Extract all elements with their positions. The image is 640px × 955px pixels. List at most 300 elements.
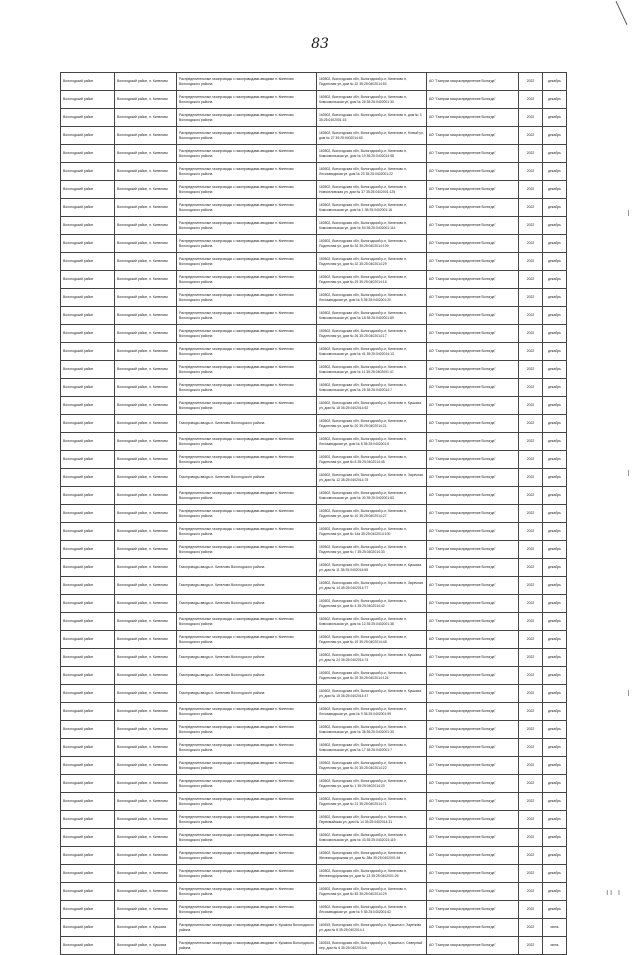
object-cell: Распределительные газопроводы с газопроводами-вводами п. Кипелово Вологодского района <box>177 847 317 865</box>
month-cell: декабрь <box>543 289 567 307</box>
table-row <box>61 109 567 127</box>
table-row <box>61 613 567 631</box>
address-cell: 160502, Вологодская обл, Вологодский р-н, Кипелово п, Заречная ул, дом № 14 35:25:0402014:77 <box>317 577 427 595</box>
owner-cell: АО "Газпром газораспределение Вологда" <box>427 163 519 181</box>
settlement-cell: Вологодский район, п. Кипелово <box>115 631 177 649</box>
year-cell: 2022 <box>519 163 543 181</box>
table-row <box>61 829 567 847</box>
owner-cell: АО "Газпром газораспределение Вологда" <box>427 145 519 163</box>
month-cell: декабрь <box>543 775 567 793</box>
owner-cell: АО "Газпром газораспределение Вологда" <box>427 109 519 127</box>
district-cell: Вологодский район <box>61 325 115 343</box>
address-cell: 160502, Вологодская обл, Вологодский р-н, Кипелово п, Заречная ул, дом № 12 35:25:0402014:75 <box>317 469 427 487</box>
address-cell: 160502, Вологодская обл, Вологодский р-н, Кипелово п, Первомайская ул, дом № 14 35:25:0402014:31 <box>317 811 427 829</box>
address-cell: 160502, Вологодская обл, Вологодский р-н, Кипелово п, Комсомольская ул, дом № 1 35:25:0402001:16 <box>317 199 427 217</box>
month-cell: декабрь <box>543 487 567 505</box>
owner-cell: АО "Газпром газораспределение Вологда" <box>427 829 519 847</box>
owner-cell: АО "Газпром газораспределение Вологда" <box>427 307 519 325</box>
owner-cell: АО "Газпром газораспределение Вологда" <box>427 361 519 379</box>
year-cell: 2022 <box>519 505 543 523</box>
table-row <box>61 793 567 811</box>
district-cell: Вологодский район <box>61 91 115 109</box>
district-cell: Вологодский район <box>61 343 115 361</box>
year-cell: 2022 <box>519 577 543 595</box>
month-cell: декабрь <box>543 397 567 415</box>
year-cell: 2022 <box>519 703 543 721</box>
object-cell: Распределительные газопроводы с газопроводами-вводами п. Кипелово Вологодского района <box>177 721 317 739</box>
district-cell: Вологодский район <box>61 73 115 91</box>
address-cell: 160502, Вологодская обл, Вологодский р-н, Кипелово п, Комсомольская ул, дом № 43 35:25:0402014:119 <box>317 829 427 847</box>
month-cell: декабрь <box>543 361 567 379</box>
object-cell: Распределительные газопроводы с газопроводами-вводами п. Кипелово Вологодского района <box>177 397 317 415</box>
settlement-cell: Вологодский район, п. Кипелово <box>115 811 177 829</box>
month-cell: декабрь <box>543 253 567 271</box>
table-row <box>61 289 567 307</box>
month-cell: декабрь <box>543 523 567 541</box>
table-row <box>61 433 567 451</box>
owner-cell: АО "Газпром газораспределение Вологда" <box>427 73 519 91</box>
table-row <box>61 649 567 667</box>
table-row <box>61 127 567 145</box>
month-cell: декабрь <box>543 109 567 127</box>
district-cell: Вологодский район <box>61 541 115 559</box>
address-cell: 160502, Вологодская обл, Вологодский р-н, Кипелово п, Подлесная ул, дом № 21 35:25:0402014:71 <box>317 793 427 811</box>
address-cell: 160502, Вологодская обл, Вологодский р-н, Кипелово п, Подлесная ул, дом № 45 35:25:0402014:29 <box>317 883 427 901</box>
year-cell: 2022 <box>519 739 543 757</box>
object-cell: Газопроводы-вводы п. Кипелово Вологодского района <box>177 595 317 613</box>
year-cell: 2022 <box>519 415 543 433</box>
district-cell: Вологодский район <box>61 649 115 667</box>
year-cell: 2022 <box>519 433 543 451</box>
table-row <box>61 901 567 919</box>
year-cell: 2022 <box>519 721 543 739</box>
year-cell: 2022 <box>519 181 543 199</box>
month-cell: декабрь <box>543 469 567 487</box>
district-cell: Вологодский район <box>61 397 115 415</box>
owner-cell: АО "Газпром газораспределение Вологда" <box>427 181 519 199</box>
district-cell: Вологодский район <box>61 793 115 811</box>
settlement-cell: Вологодский район, п. Кипелово <box>115 685 177 703</box>
object-cell: Распределительные газопроводы с газопроводами-вводами п. Кипелово Вологодского района <box>177 163 317 181</box>
object-cell: Распределительные газопроводы с газопроводами-вводами п. Кипелово Вологодского района <box>177 253 317 271</box>
owner-cell: АО "Газпром газораспределение Вологда" <box>427 325 519 343</box>
month-cell: декабрь <box>543 271 567 289</box>
district-cell: Вологодский район <box>61 469 115 487</box>
table-row <box>61 775 567 793</box>
owner-cell: АО "Газпром газораспределение Вологда" <box>427 379 519 397</box>
object-cell: Распределительные газопроводы с газопроводами-вводами п. Кипелово Вологодского района <box>177 181 317 199</box>
year-cell: 2022 <box>519 235 543 253</box>
district-cell: Вологодский район <box>61 919 115 937</box>
table-row <box>61 631 567 649</box>
table-row <box>61 397 567 415</box>
address-cell: 160502, Вологодская обл, Вологодский р-н, Кипелово п, Комсомольская ул, дом № 11 35:25:0402001:47 <box>317 361 427 379</box>
object-cell: Распределительные газопроводы с газопроводами-вводами п. Кипелово Вологодского района <box>177 451 317 469</box>
year-cell: 2022 <box>519 793 543 811</box>
object-cell: Газопроводы-вводы п. Кипелово Вологодского района <box>177 559 317 577</box>
month-cell: декабрь <box>543 901 567 919</box>
district-cell: Вологодский район <box>61 163 115 181</box>
month-cell: декабрь <box>543 163 567 181</box>
owner-cell: АО "Газпром газораспределение Вологда" <box>427 631 519 649</box>
month-cell: декабрь <box>543 595 567 613</box>
month-cell: декабрь <box>543 721 567 739</box>
year-cell: 2022 <box>519 865 543 883</box>
object-cell: Распределительные газопроводы с газопроводами-вводами п. Кипелово Вологодского района <box>177 811 317 829</box>
owner-cell: АО "Газпром газораспределение Вологда" <box>427 919 519 937</box>
scan-margin-mark <box>628 470 629 476</box>
year-cell: 2022 <box>519 883 543 901</box>
year-cell: 2022 <box>519 829 543 847</box>
district-cell: Вологодский район <box>61 721 115 739</box>
month-cell: декабрь <box>543 883 567 901</box>
address-cell: 160502, Вологодская обл, Вологодский р-н, Кипелово п, Подлесная ул, дом № 29 35:25:0402014:16 <box>317 271 427 289</box>
address-cell: 160502, Вологодская обл, Вологодский р-н, Кипелово п, Лесозаводская ул, дом № 9 35:25:0402001:99 <box>317 703 427 721</box>
year-cell: 2022 <box>519 775 543 793</box>
settlement-cell: Вологодский район, п. Кипелово <box>115 757 177 775</box>
object-cell: Распределительные газопроводы с газопроводами-вводами п. Кипелово Вологодского района <box>177 217 317 235</box>
settlement-cell: Вологодский район, п. Кипелово <box>115 775 177 793</box>
settlement-cell: Вологодский район, п. Кипелово <box>115 235 177 253</box>
object-cell: Распределительные газопроводы с газопроводами-вводами п. Кипелово Вологодского района <box>177 73 317 91</box>
district-cell: Вологодский район <box>61 937 115 955</box>
address-cell: 160502, Вологодская обл, Вологодский р-н, Кипелово п, Подлесная ул, дом № 1 35:25:0402014:20 <box>317 775 427 793</box>
settlement-cell: Вологодский район, п. Кипелово <box>115 739 177 757</box>
district-cell: Вологодский район <box>61 703 115 721</box>
table-row <box>61 577 567 595</box>
year-cell: 2022 <box>519 937 543 955</box>
settlement-cell: Вологодский район, п. Кипелово <box>115 667 177 685</box>
month-cell: декабрь <box>543 865 567 883</box>
table-row <box>61 469 567 487</box>
table-row <box>61 721 567 739</box>
district-cell: Вологодский район <box>61 253 115 271</box>
month-cell: декабрь <box>543 505 567 523</box>
district-cell: Вологодский район <box>61 307 115 325</box>
table-row <box>61 487 567 505</box>
address-cell: 160502, Вологодская обл, Вологодский р-н, Кипелово п, Подлесная ул, дом № 32 35:25:0402014:29 <box>317 253 427 271</box>
address-cell: 160502, Вологодская обл, Вологодский р-н, Кипелово п, Комсомольская ул, дом № 30 35:25:0402001:83 <box>317 487 427 505</box>
owner-cell: АО "Газпром газораспределение Вологда" <box>427 937 519 955</box>
month-cell: декабрь <box>543 415 567 433</box>
settlement-cell: Вологодский район, п. Кипелово <box>115 271 177 289</box>
object-cell: Распределительные газопроводы с газопроводами-вводами п. Кипелово Вологодского района <box>177 757 317 775</box>
table-row <box>61 325 567 343</box>
district-cell: Вологодский район <box>61 451 115 469</box>
settlement-cell: Вологодский район, п. Кипелово <box>115 127 177 145</box>
year-cell: 2022 <box>519 631 543 649</box>
district-cell: Вологодский район <box>61 739 115 757</box>
address-cell: 160502, Вологодская обл, Вологодский р-н, Кипелово п, Комсомольская ул, дом № 41 35:25:0402014:13 <box>317 343 427 361</box>
month-cell: декабрь <box>543 559 567 577</box>
object-cell: Распределительные газопроводы с газопроводами-вводами п. Кипелово Вологодского района <box>177 109 317 127</box>
owner-cell: АО "Газпром газораспределение Вологда" <box>427 523 519 541</box>
page-number: 83 <box>311 36 329 52</box>
owner-cell: АО "Газпром газораспределение Вологда" <box>427 595 519 613</box>
object-cell: Газопроводы-вводы п. Кипелово Вологодского района <box>177 415 317 433</box>
table-row <box>61 73 567 91</box>
month-cell: декабрь <box>543 793 567 811</box>
address-cell: 160502, Вологодская обл, Вологодский р-н, Кипелово п, Подлесная ул, дом № 4 35:25:0402014:42 <box>317 595 427 613</box>
owner-cell: АО "Газпром газораспределение Вологда" <box>427 847 519 865</box>
address-cell: 160502, Вологодская обл, Вологодский р-н, Кипелово п, Комсомольская ул, дом № 12 35:25:0402001:38 <box>317 613 427 631</box>
object-cell: Распределительные газопроводы с газопроводами-вводами п. Кукшиха Вологодского района <box>177 937 317 955</box>
table-row <box>61 271 567 289</box>
owner-cell: АО "Газпром газораспределение Вологда" <box>427 613 519 631</box>
month-cell: декабрь <box>543 91 567 109</box>
settlement-cell: Вологодский район, п. Кипелово <box>115 649 177 667</box>
settlement-cell: Вологодский район, п. Кипелово <box>115 487 177 505</box>
table-row <box>61 163 567 181</box>
settlement-cell: Вологодский район, п. Кипелово <box>115 469 177 487</box>
settlement-cell: Вологодский район, п. Кипелово <box>115 307 177 325</box>
object-cell: Газопроводы-вводы п. Кипелово Вологодского района <box>177 667 317 685</box>
table-row <box>61 415 567 433</box>
table-row <box>61 199 567 217</box>
settlement-cell: Вологодский район, п. Кипелово <box>115 253 177 271</box>
settlement-cell: Вологодский район, п. Кипелово <box>115 613 177 631</box>
table-row <box>61 703 567 721</box>
object-cell: Распределительные газопроводы с газопроводами-вводами п. Кипелово Вологодского района <box>177 541 317 559</box>
month-cell: декабрь <box>543 577 567 595</box>
month-cell: декабрь <box>543 127 567 145</box>
owner-cell: АО "Газпром газораспределение Вологда" <box>427 271 519 289</box>
object-cell: Газопроводы-вводы п. Кипелово Вологодского района <box>177 577 317 595</box>
address-cell: 160502, Вологодская обл, Вологодский р-н, Кипелово п, Подлесная ул, дом № 8 35:25:0402014:45 <box>317 451 427 469</box>
address-cell: 160502, Вологодская обл, Вологодский р-н, Кипелово п, Лесозаводская ул, дом № 9 35:25:0402001:62 <box>317 901 427 919</box>
year-cell: 2022 <box>519 487 543 505</box>
month-cell: декабрь <box>543 145 567 163</box>
year-cell: 2022 <box>519 757 543 775</box>
district-cell: Вологодский район <box>61 775 115 793</box>
district-cell: Вологодский район <box>61 631 115 649</box>
registry-body <box>61 73 567 955</box>
address-cell: 160515, Вологодская обл, Вологодский р-н, Кукшиха п, Заречная ул, дом № 8 35:25:0402014:1 <box>317 919 427 937</box>
object-cell: Распределительные газопроводы с газопроводами-вводами п. Кипелово Вологодского района <box>177 307 317 325</box>
owner-cell: АО "Газпром газораспределение Вологда" <box>427 415 519 433</box>
table-row <box>61 883 567 901</box>
settlement-cell: Вологодский район, п. Кипелово <box>115 433 177 451</box>
owner-cell: АО "Газпром газораспределение Вологда" <box>427 433 519 451</box>
owner-cell: АО "Газпром газораспределение Вологда" <box>427 793 519 811</box>
owner-cell: АО "Газпром газораспределение Вологда" <box>427 703 519 721</box>
address-cell: 160502, Вологодская обл, Вологодский р-н, Кипелово п, Комсомольская ул, дом № 38 35:25:0402001:30 <box>317 721 427 739</box>
year-cell: 2022 <box>519 901 543 919</box>
address-cell: 160502, Вологодская обл, Вологодский р-н, Кипелово п, Комсомольская ул, дом № 26 35:25:0402001:30 <box>317 91 427 109</box>
settlement-cell: Вологодский район, п. Кипелово <box>115 883 177 901</box>
object-cell: Распределительные газопроводы с газопроводами-вводами п. Кипелово Вологодского района <box>177 361 317 379</box>
district-cell: Вологодский район <box>61 181 115 199</box>
table-row <box>61 757 567 775</box>
district-cell: Вологодский район <box>61 271 115 289</box>
owner-cell: АО "Газпром газораспределение Вологда" <box>427 811 519 829</box>
table-row <box>61 847 567 865</box>
address-cell: 160502, Вологодская обл, Вологодский р-н, Кипелово п, Подлесная ул, дом № 10 35:25:0402014:27 <box>317 505 427 523</box>
table-row <box>61 523 567 541</box>
object-cell: Распределительные газопроводы с газопроводами-вводами п. Кипелово Вологодского района <box>177 91 317 109</box>
address-cell: 160502, Вологодская обл, Вологодский р-н, Кипелово п, Подлесная ул, дом № 26 35:25:0402014:17 <box>317 325 427 343</box>
month-cell: июнь <box>543 937 567 955</box>
owner-cell: АО "Газпром газораспределение Вологда" <box>427 667 519 685</box>
district-cell: Вологодский район <box>61 145 115 163</box>
bottom-marks: II I <box>606 890 622 897</box>
month-cell: декабрь <box>543 649 567 667</box>
year-cell: 2022 <box>519 253 543 271</box>
object-cell: Распределительные газопроводы с газопроводами-вводами п. Кипелово Вологодского района <box>177 199 317 217</box>
district-cell: Вологодский район <box>61 361 115 379</box>
month-cell: декабрь <box>543 325 567 343</box>
year-cell: 2022 <box>519 307 543 325</box>
month-cell: декабрь <box>543 685 567 703</box>
owner-cell: АО "Газпром газораспределение Вологда" <box>427 901 519 919</box>
district-cell: Вологодский район <box>61 901 115 919</box>
table-row <box>61 595 567 613</box>
settlement-cell: Вологодский район, п. Кукшиха <box>115 937 177 955</box>
owner-cell: АО "Газпром газораспределение Вологда" <box>427 343 519 361</box>
owner-cell: АО "Газпром газораспределение Вологда" <box>427 235 519 253</box>
district-cell: Вологодский район <box>61 127 115 145</box>
table-row <box>61 937 567 955</box>
address-cell: 160502, Вологодская обл, Вологодский р-н, Кипелово п, Кукшиха ул, дом № 11 35:25:0402014:65 <box>317 559 427 577</box>
settlement-cell: Вологодский район, п. Кипелово <box>115 847 177 865</box>
address-cell: 160502, Вологодская обл, Вологодский р-н, Кипелово п, Подлесная ул, дом № 34 35:25:0402014:109 <box>317 235 427 253</box>
table-row <box>61 451 567 469</box>
table-row <box>61 919 567 937</box>
month-cell: декабрь <box>543 739 567 757</box>
owner-cell: АО "Газпром газораспределение Вологда" <box>427 577 519 595</box>
settlement-cell: Вологодский район, п. Кипелово <box>115 397 177 415</box>
year-cell: 2022 <box>519 595 543 613</box>
settlement-cell: Вологодский район, п. Кипелово <box>115 163 177 181</box>
address-cell: 160502, Вологодская обл, Вологодский р-н, Кипелово п, Кукшиха ул, дом № 24 35:25:0402014:74 <box>317 649 427 667</box>
address-cell: 160502, Вологодская обл, Вологодский р-н, Кипелово п, Новоселовская ул, дом № 37 35:25:0402001:125 <box>317 181 427 199</box>
object-cell: Распределительные газопроводы с газопроводами-вводами п. Кипелово Вологодского района <box>177 145 317 163</box>
year-cell: 2022 <box>519 109 543 127</box>
object-cell: Газопроводы-вводы п. Кипелово Вологодского района <box>177 685 317 703</box>
table-row <box>61 541 567 559</box>
object-cell: Распределительные газопроводы с газопроводами-вводами п. Кипелово Вологодского района <box>177 325 317 343</box>
owner-cell: АО "Газпром газораспределение Вологда" <box>427 397 519 415</box>
owner-cell: АО "Газпром газораспределение Вологда" <box>427 757 519 775</box>
object-cell: Распределительные газопроводы с газопроводами-вводами п. Кипелово Вологодского района <box>177 505 317 523</box>
settlement-cell: Вологодский район, п. Кипелово <box>115 577 177 595</box>
object-cell: Распределительные газопроводы с газопроводами-вводами п. Кипелово Вологодского района <box>177 127 317 145</box>
scan-margin-mark <box>628 210 629 216</box>
owner-cell: АО "Газпром газораспределение Вологда" <box>427 487 519 505</box>
month-cell: декабрь <box>543 433 567 451</box>
object-cell: Распределительные газопроводы с газопроводами-вводами п. Кипелово Вологодского района <box>177 487 317 505</box>
month-cell: декабрь <box>543 235 567 253</box>
district-cell: Вологодский район <box>61 523 115 541</box>
address-cell: 160502, Вологодская обл, Вологодский р-н, Кипелово п, Железнодорожная ул, дом № 38а 35:25:0402001:54 <box>317 847 427 865</box>
district-cell: Вологодский район <box>61 667 115 685</box>
object-cell: Распределительные газопроводы с газопроводами-вводами п. Кипелово Вологодского района <box>177 703 317 721</box>
object-cell: Распределительные газопроводы с газопроводами-вводами п. Кипелово Вологодского района <box>177 883 317 901</box>
month-cell: декабрь <box>543 181 567 199</box>
owner-cell: АО "Газпром газораспределение Вологда" <box>427 883 519 901</box>
year-cell: 2022 <box>519 325 543 343</box>
year-cell: 2022 <box>519 847 543 865</box>
district-cell: Вологодский район <box>61 199 115 217</box>
address-cell: 160502, Вологодская обл, Вологодский р-н, Кипелово п, Комсомольская ул, дом № 25 35:25:0402014:7 <box>317 379 427 397</box>
settlement-cell: Вологодский район, п. Кипелово <box>115 217 177 235</box>
table-row <box>61 505 567 523</box>
table-row <box>61 739 567 757</box>
settlement-cell: Вологодский район, п. Кипелово <box>115 703 177 721</box>
month-cell: декабрь <box>543 73 567 91</box>
settlement-cell: Вологодский район, п. Кипелово <box>115 865 177 883</box>
owner-cell: АО "Газпром газораспределение Вологда" <box>427 289 519 307</box>
table-row <box>61 217 567 235</box>
settlement-cell: Вологодский район, п. Кипелово <box>115 415 177 433</box>
table-row <box>61 343 567 361</box>
table-row <box>61 91 567 109</box>
year-cell: 2022 <box>519 811 543 829</box>
owner-cell: АО "Газпром газораспределение Вологда" <box>427 775 519 793</box>
address-cell: 160502, Вологодская обл, Вологодский р-н, Кипелово п, Комсомольская ул, дом № 18 35:25:0402001:89 <box>317 307 427 325</box>
settlement-cell: Вологодский район, п. Кипелово <box>115 145 177 163</box>
year-cell: 2022 <box>519 613 543 631</box>
table-row <box>61 865 567 883</box>
district-cell: Вологодский район <box>61 829 115 847</box>
settlement-cell: Вологодский район, п. Кипелово <box>115 793 177 811</box>
table-row <box>61 145 567 163</box>
settlement-cell: Вологодский район, п. Кипелово <box>115 199 177 217</box>
address-cell: 160502, Вологодская обл, Вологодский р-н, Кипелово п, Новый ул, дом № 27 35:25:0402014:60 <box>317 127 427 145</box>
district-cell: Вологодский район <box>61 379 115 397</box>
owner-cell: АО "Газпром газораспределение Вологда" <box>427 541 519 559</box>
year-cell: 2022 <box>519 217 543 235</box>
object-cell: Распределительные газопроводы с газопроводами-вводами п. Кипелово Вологодского района <box>177 523 317 541</box>
object-cell: Распределительные газопроводы с газопроводами-вводами п. Кукшиха Вологодского района <box>177 919 317 937</box>
year-cell: 2022 <box>519 271 543 289</box>
year-cell: 2022 <box>519 73 543 91</box>
object-cell: Распределительные газопроводы с газопроводами-вводами п. Кипелово Вологодского района <box>177 829 317 847</box>
year-cell: 2022 <box>519 397 543 415</box>
year-cell: 2022 <box>519 361 543 379</box>
month-cell: декабрь <box>543 703 567 721</box>
month-cell: декабрь <box>543 829 567 847</box>
settlement-cell: Вологодский район, п. Кипелово <box>115 325 177 343</box>
object-cell: Распределительные газопроводы с газопроводами-вводами п. Кипелово Вологодского района <box>177 271 317 289</box>
owner-cell: АО "Газпром газораспределение Вологда" <box>427 685 519 703</box>
district-cell: Вологодский район <box>61 613 115 631</box>
object-cell: Распределительные газопроводы с газопроводами-вводами п. Кипелово Вологодского района <box>177 865 317 883</box>
district-cell: Вологодский район <box>61 595 115 613</box>
address-cell: 160502, Вологодская обл, Вологодский р-н, Кипелово п, Подлесная ул, дом № 19 35:25:0402014:48 <box>317 631 427 649</box>
settlement-cell: Вологодский район, п. Кукшиха <box>115 919 177 937</box>
district-cell: Вологодский район <box>61 505 115 523</box>
address-cell: 160502, Вологодская обл, Вологодский р-н, Кипелово п, Кукшиха ул, дом № 15 35:25:0402014:47 <box>317 685 427 703</box>
owner-cell: АО "Газпром газораспределение Вологда" <box>427 469 519 487</box>
scan-corner-mark <box>616 1 628 25</box>
month-cell: декабрь <box>543 217 567 235</box>
owner-cell: АО "Газпром газораспределение Вологда" <box>427 865 519 883</box>
month-cell: декабрь <box>543 613 567 631</box>
district-cell: Вологодский район <box>61 757 115 775</box>
owner-cell: АО "Газпром газораспределение Вологда" <box>427 199 519 217</box>
settlement-cell: Вологодский район, п. Кипелово <box>115 901 177 919</box>
owner-cell: АО "Газпром газораспределение Вологда" <box>427 217 519 235</box>
month-cell: декабрь <box>543 811 567 829</box>
month-cell: декабрь <box>543 379 567 397</box>
table-row <box>61 181 567 199</box>
settlement-cell: Вологодский район, п. Кипелово <box>115 343 177 361</box>
district-cell: Вологодский район <box>61 487 115 505</box>
object-cell: Распределительные газопроводы с газопроводами-вводами п. Кипелово Вологодского района <box>177 793 317 811</box>
year-cell: 2022 <box>519 649 543 667</box>
district-cell: Вологодский район <box>61 865 115 883</box>
